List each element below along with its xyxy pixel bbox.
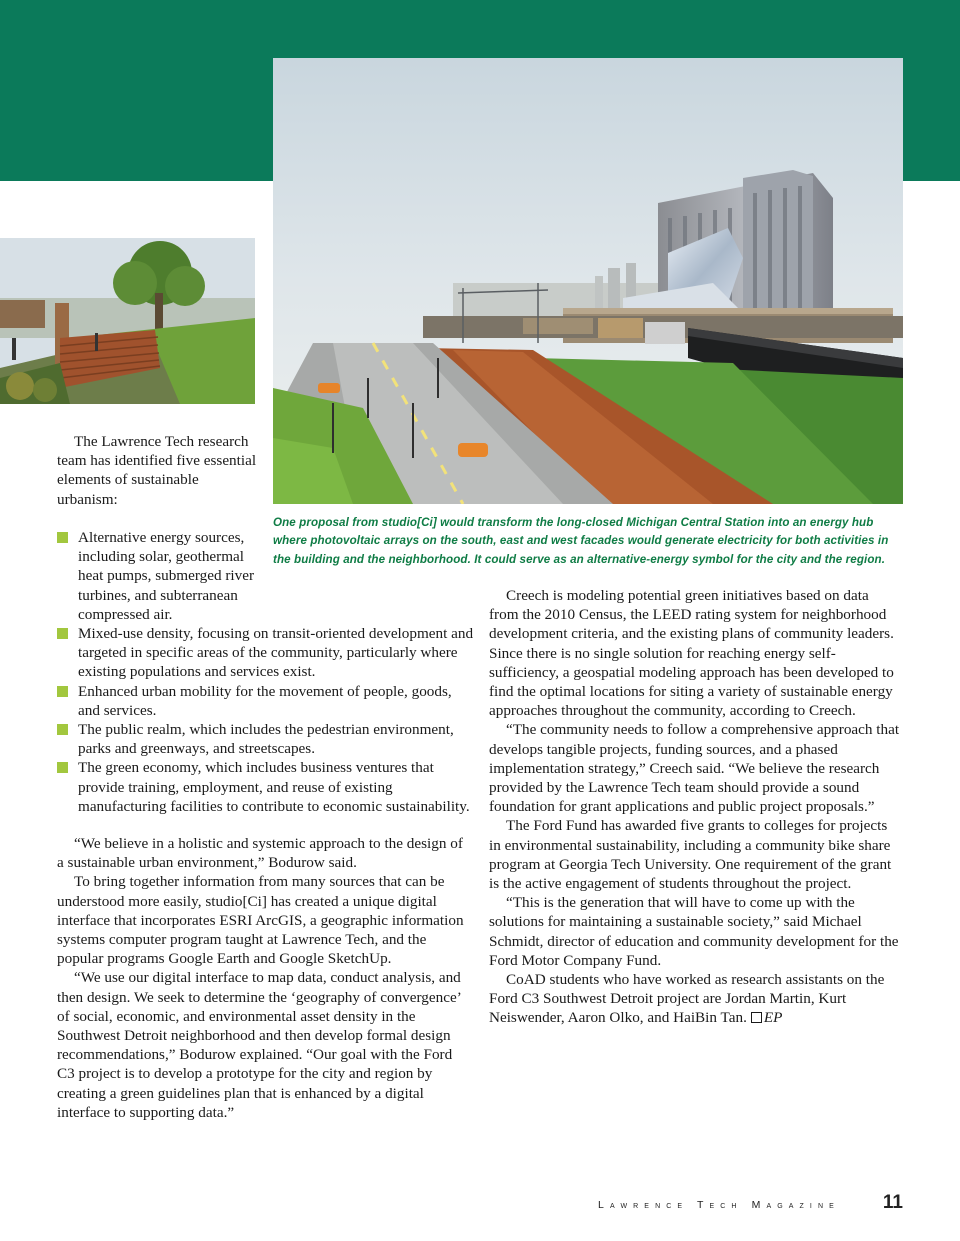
magazine-name: Lawrence Tech Magazine (598, 1199, 840, 1211)
body-paragraph: “We believe in a holistic and systemic approach to the design of a sustainable urban environment,” Bodurow said. (57, 835, 463, 872)
bullet-square-icon (57, 686, 68, 697)
page-footer (598, 1192, 903, 1216)
page-number: 11 (882, 1192, 903, 1213)
list-item (57, 528, 257, 624)
list-item (57, 758, 477, 816)
body-paragraph: Creech is modeling potential green initiatives based on data from the 2010 Census, the LEED rating system for neighborhood development criteria, and the existing plans of community leaders. Since there is no single solution for reaching energy self-sufficiency, a geospatial modeling approach has been developed to find the optimal locations for siting a variety of sustainable energy approaches throughout the community, according to Creech. (489, 587, 894, 720)
list-item-text: Enhanced urban mobility for the movement of people, goods, and services. (78, 682, 452, 719)
header-band-left (0, 0, 273, 181)
left-column-body (57, 834, 470, 1122)
list-item (57, 720, 477, 758)
body-paragraph (489, 970, 902, 1028)
photo-caption: One proposal from studio[Ci] would transform the long-closed Michigan Central Station into an energy hub where photovoltaic arrays on the south, east and west facades would generate electricity for both activities in the building and the neighborhood. It could serve as an alternative-energy symbol for the city and the region. (273, 516, 889, 566)
list-item-text: The public realm, which includes the pedestrian environment, parks and greenways, and streetscapes. (78, 721, 454, 758)
body-paragraph: “This is the generation that will have to come up with the solutions for maintaining a sustainable society,” said Michael Schmidt, director of education and community development for the Ford Motor Company Fund. (489, 894, 899, 969)
bullet-square-icon (57, 628, 68, 639)
right-column-body (489, 586, 902, 1028)
list-item (57, 624, 477, 682)
bullet-square-icon (57, 762, 68, 773)
list-item-text: Mixed-use density, focusing on transit-oriented development and targeted in specific areas of the community, particularly where existing populations and services exist. (78, 625, 474, 681)
intro-text: The Lawrence Tech research team has identified five essential elements of sustainable urbanism: (57, 433, 257, 508)
elements-list (57, 528, 477, 816)
editor-initials: EP (763, 1009, 783, 1027)
body-paragraph: “We use our digital interface to map data, conduct analysis, and then design. We seek to determine the ‘geography of convergence’ of social, economic, and environmental asset density in the Southwest Detroit neighborhood and then develop formal design recommendations,” Bodurow explained. “Our goal with the Ford C3 project is to develop a prototype for the city and region by creating a green guidelines plan that is enhanced by a digital interface to supporting data.” (57, 969, 461, 1121)
closing-paragraph-text: CoAD students who have worked as research assistants on the Ford C3 Southwest Detroit project are Jordan Martin, Kurt Neiswender, Aaron Olko, and HaiBin Tan. (489, 971, 885, 1027)
bullet-square-icon (57, 724, 68, 735)
header-band-top (273, 0, 903, 58)
end-mark-icon (751, 1012, 762, 1023)
body-paragraph: To bring together information from many sources that can be understood more easily, studio[Ci] has created a unique digital interface that incorporates ESRI ArcGIS, a geographic information systems computer program taught at Lawrence Tech, and the popular programs Google Earth and Google SketchUp. (57, 873, 464, 968)
station-rendering-photo (273, 58, 903, 504)
bullet-square-icon (57, 532, 68, 543)
intro-paragraph (57, 432, 257, 509)
list-item-text: Alternative energy sources, including solar, geothermal heat pumps, submerged river turbines, and subterranean compressed air. (78, 529, 255, 623)
header-band-right (903, 0, 960, 181)
streetscape-photo (0, 238, 255, 404)
list-item-text: The green economy, which includes business ventures that provide training, employment, and reuse of existing manufacturing facilities to contribute to economic sustainability. (78, 759, 470, 815)
list-item (57, 682, 477, 720)
body-paragraph: The Ford Fund has awarded five grants to colleges for projects in environmental sustainability, including a community bike share program at Georgia Tech University. One requirement of the grant is the active engagement of students throughout the project. (489, 817, 892, 893)
body-paragraph: “The community needs to follow a comprehensive approach that develops tangible projects, funding sources, and a phased implementation strategy,” Creech said. “We believe the research provided by the Lawrence Tech team should provide a sound foundation for grant applications and public project proposals.” (489, 721, 900, 816)
